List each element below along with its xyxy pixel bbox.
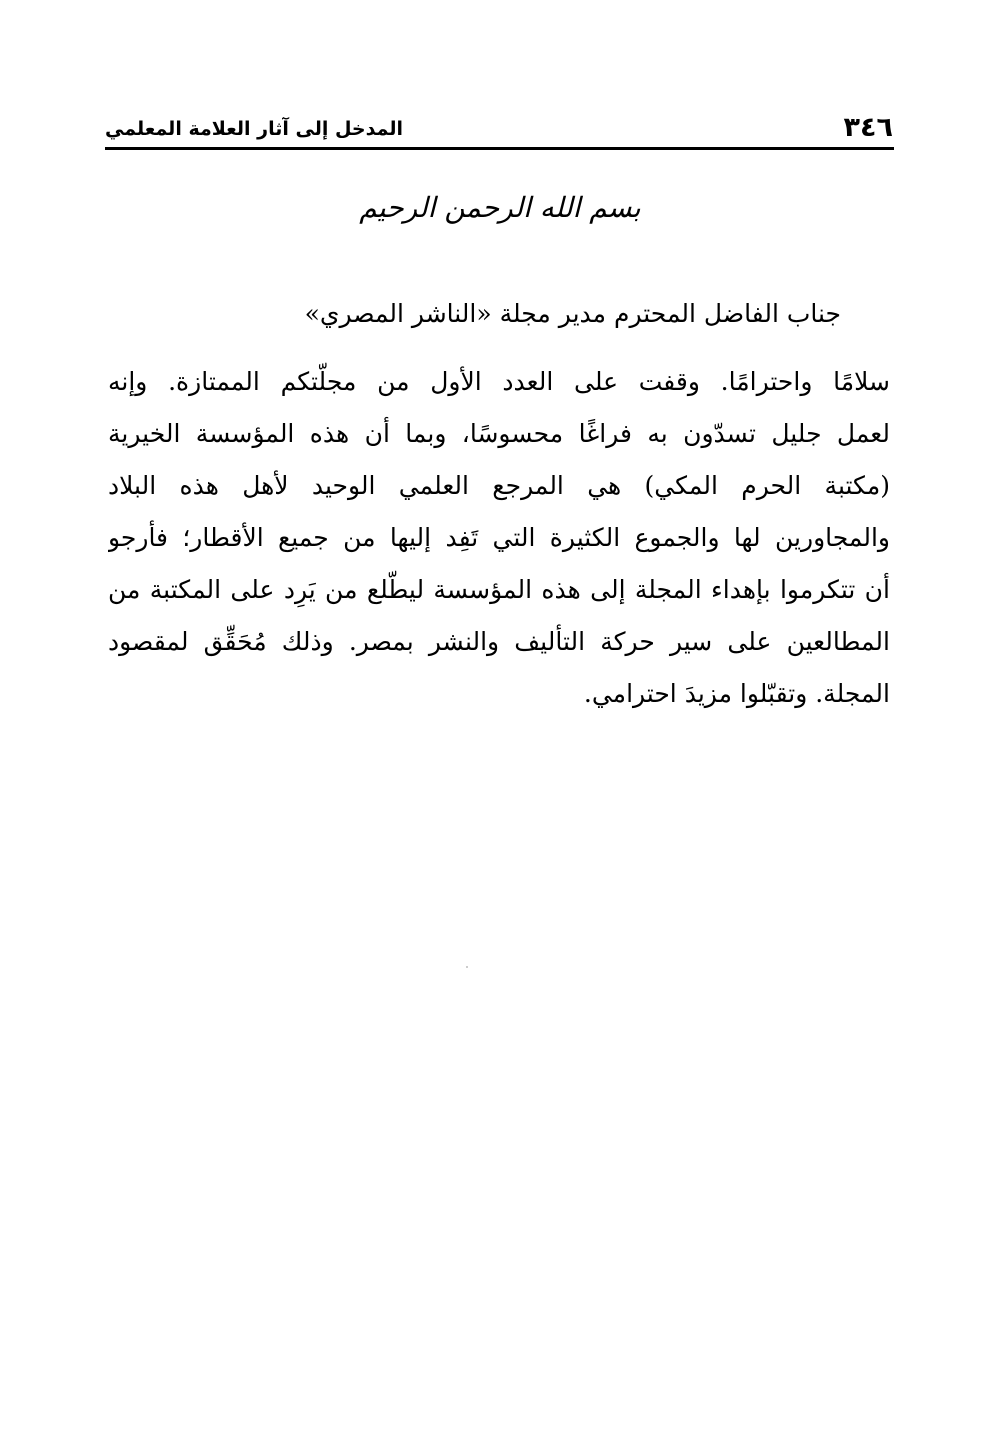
book-title: المدخل إلى آثار العلامة المعلمي xyxy=(105,118,403,140)
letter-line-5: أن تتكرموا بإهداء المجلة إلى هذه المؤسسة ليطّلع من يَرِد على المكتبة من xyxy=(108,575,890,604)
letter-line-1: سلامًا واحترامًا. وقفت على العدد الأول من مجلّتكم الممتازة. وإنه xyxy=(108,367,890,396)
letter-line-4: والمجاورين لها والجموع الكثيرة التي تَفِد إليها من جميع الأقطار؛ فأرجو xyxy=(108,523,890,552)
letter-body xyxy=(108,356,890,720)
letter-line-7: المجلة. وتقبّلوا مزيدَ احترامي. xyxy=(583,679,890,708)
letter-line-6: المطالعين على سير حركة التأليف والنشر بمصر. وذلك مُحَقِّق لمقصود xyxy=(108,627,890,656)
running-header xyxy=(105,112,893,146)
letter-line-2: لعمل جليل تسدّون به فراغًا محسوسًا، وبما أن هذه المؤسسة الخيرية xyxy=(108,419,890,448)
scan-speck xyxy=(466,966,468,968)
header-rule xyxy=(105,147,894,150)
basmala-calligraphy: بسم الله الرحمن الرحيم xyxy=(359,191,641,224)
letter-addressee: جناب الفاضل المحترم مدير مجلة «الناشر المصري» xyxy=(304,299,841,328)
page-number: ٣٤٦ xyxy=(843,112,893,143)
letter-line-3: (مكتبة الحرم المكي) هي المرجع العلمي الوحيد لأهل هذه البلاد xyxy=(108,471,890,500)
